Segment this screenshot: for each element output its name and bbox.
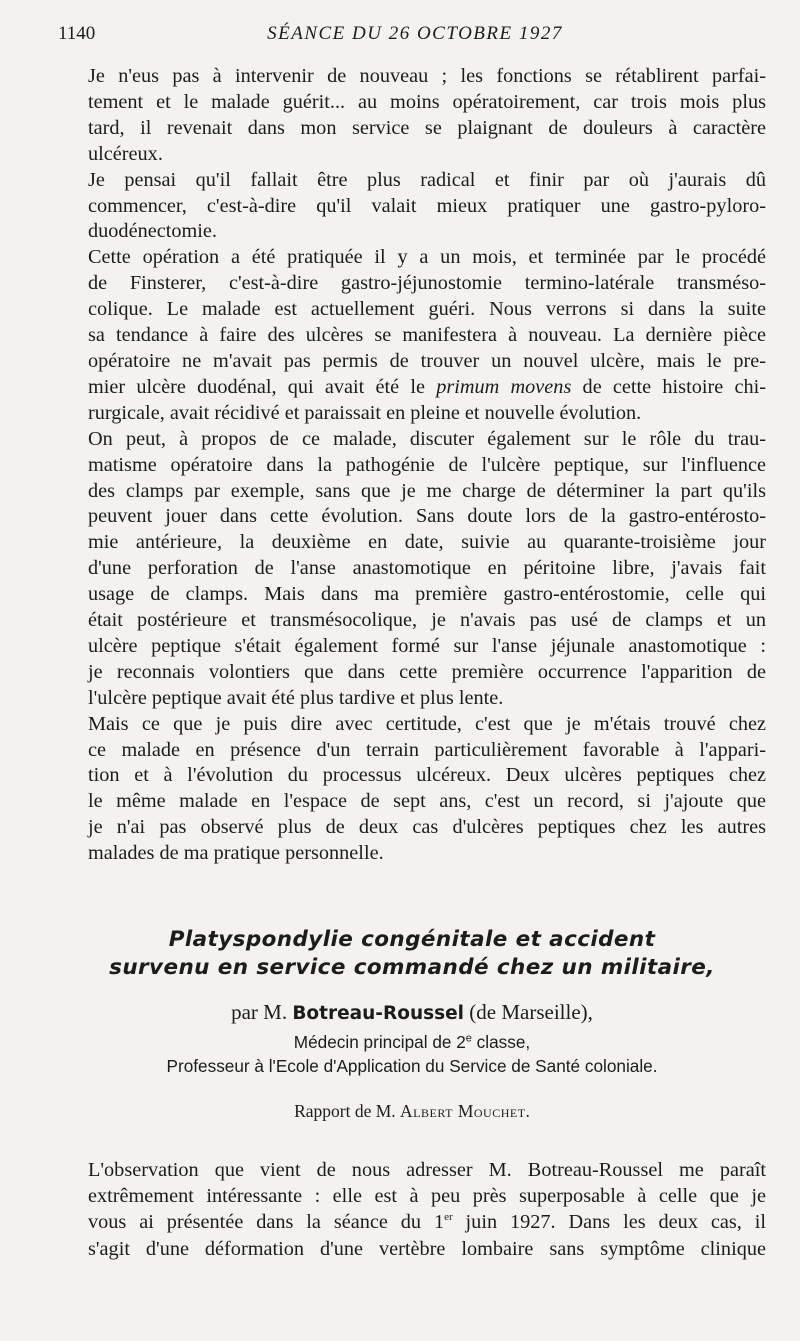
body-text bbox=[58, 64, 766, 867]
text-line: commencer, c'est-à-dire qu'il valait mieux pratiquer une gastro-pyloro- bbox=[88, 194, 766, 217]
text-line: usage de clamps. Mais dans ma première gastro-entérostomie, celle qui bbox=[88, 583, 766, 606]
text-line: tion et à l'évolution du processus ulcéreux. Deux ulcères peptiques chez bbox=[88, 764, 766, 787]
text-line: tement et le malade guérit... au moins opératoirement, car trois mois plus bbox=[88, 90, 766, 113]
italic-phrase: primum movens bbox=[436, 375, 572, 398]
text-fragment: mier ulcère duodénal, qui avait été le bbox=[88, 375, 437, 398]
text-line: Mais ce que je puis dire avec certitude, c'est que je m'étais trouvé chez bbox=[88, 712, 766, 735]
text-line: Je n'eus pas à intervenir de nouveau ; les fonctions se rétablirent parfai- bbox=[88, 65, 766, 87]
text-line: malades de ma pratique personnelle. bbox=[88, 842, 384, 865]
text-fragment: juin 1927. Dans les deux cas, il bbox=[452, 1211, 766, 1234]
page-header bbox=[58, 20, 772, 48]
report-suffix: . bbox=[525, 1101, 530, 1121]
article-title-line-2: survenu en service commandé chez un militaire, bbox=[109, 955, 715, 980]
text-line: l'ulcère peptique avait été plus tardive et plus lente. bbox=[88, 686, 504, 709]
running-title: SÉANCE DU 26 OCTOBRE 1927 bbox=[267, 23, 563, 44]
text-line: était postérieure et transmésocolique, je n'avais pas usé de clamps et un bbox=[88, 609, 766, 632]
article-title-line-1: Platyspondylie congénitale et accident bbox=[168, 927, 656, 952]
byline-prefix: par M. bbox=[231, 1000, 293, 1024]
paragraph-5 bbox=[58, 712, 766, 867]
text-line: duodénectomie. bbox=[88, 220, 217, 243]
text-line: d'une perforation de l'anse anastomotique en péritoine libre, j'avais fait bbox=[88, 557, 766, 580]
text-line: de Finsterer, c'est-à-dire gastro-jéjunostomie termino-latérale transméso- bbox=[88, 272, 766, 295]
text-line: ulcère peptique s'était également formé sur l'anse jéjunale anastomotique : bbox=[88, 634, 766, 657]
text-fragment: vous ai présentée dans la séance du 1 bbox=[88, 1211, 445, 1234]
paragraph-1 bbox=[58, 64, 766, 168]
reporter-name: Albert Mouchet bbox=[400, 1101, 526, 1121]
paragraph-6 bbox=[58, 1157, 766, 1262]
author-name: Botreau-Roussel bbox=[292, 1003, 465, 1024]
superscript: er bbox=[444, 1211, 453, 1224]
text-line-with-italic bbox=[58, 375, 766, 401]
paragraph-3 bbox=[58, 245, 766, 426]
text-line: tard, il revenait dans mon service se plaignant de douleurs à caractère bbox=[88, 116, 766, 139]
byline bbox=[58, 998, 766, 1028]
text-fragment: de cette histoire chi- bbox=[571, 375, 766, 398]
text-line: extrêmement intéressante : elle est à peu près superposable à celle que je bbox=[88, 1185, 766, 1208]
text-line: L'observation que vient de nous adresser M. Botreau-Roussel me paraît bbox=[88, 1159, 766, 1181]
superscript: e bbox=[465, 1032, 472, 1045]
text-line: colique. Le malade est actuellement guéri. Nous verrons si dans la suite bbox=[88, 298, 766, 321]
text-line: opératoire ne m'avait pas permis de trouver un nouvel ulcère, mais le pre- bbox=[88, 349, 766, 372]
page-number: 1140 bbox=[58, 23, 96, 44]
paragraph-2 bbox=[58, 168, 766, 246]
text-line: ulcéreux. bbox=[88, 142, 163, 165]
affiliation-text: classe, bbox=[471, 1032, 531, 1052]
affiliation-2: Professeur à l'Ecole d'Application du Service de Santé coloniale. bbox=[166, 1056, 658, 1076]
text-line: ce malade en présence d'un terrain particulièrement favorable à l'appari- bbox=[88, 738, 766, 761]
text-line: rurgicale, avait récidivé et paraissait en pleine et nouvelle évolution. bbox=[88, 401, 642, 424]
text-line: matisme opératoire dans la pathogénie de l'ulcère peptique, sur l'influence bbox=[88, 453, 766, 476]
text-line: Je pensai qu'il fallait être plus radical et finir par où j'aurais dû bbox=[88, 168, 766, 191]
text-line: s'agit d'une déformation d'une vertèbre lombaire sans symptôme clinique bbox=[88, 1237, 766, 1260]
text-line: Cette opération a été pratiquée il y a un mois, et terminée par le procédé bbox=[88, 246, 766, 269]
byline-suffix: (de Marseille), bbox=[464, 1000, 593, 1024]
paragraph-4 bbox=[58, 427, 766, 712]
text-line: On peut, à propos de ce malade, discuter également sur le rôle du trau- bbox=[88, 427, 766, 450]
text-line: je n'ai pas observé plus de deux cas d'ulcères peptiques chez les autres bbox=[88, 816, 766, 839]
affiliation-text: Médecin principal de 2 bbox=[293, 1032, 466, 1052]
text-line: peuvent jouer dans cette évolution. Sans doute lors de la gastro-entérosto- bbox=[88, 505, 766, 528]
report-prefix: Rapport de M. bbox=[294, 1101, 401, 1121]
text-line: des clamps par exemple, sans que je me charge de déterminer la part qu'ils bbox=[88, 479, 766, 502]
report-line bbox=[58, 1100, 766, 1122]
text-line: sa tendance à faire des ulcères se manifestera à nouveau. La dernière pièce bbox=[88, 324, 766, 347]
text-line: le même malade en l'espace de sept ans, c'est un record, si j'ajoute que bbox=[88, 790, 766, 813]
observation-paragraph bbox=[58, 1157, 766, 1262]
text-line-with-superscript bbox=[58, 1209, 766, 1235]
text-line: mie antérieure, la deuxième en date, suivie au quarante-troisième jour bbox=[88, 531, 766, 554]
text-line: je reconnais volontiers que dans cette première occurrence l'apparition de bbox=[88, 660, 766, 683]
affiliation-1 bbox=[58, 1031, 766, 1053]
